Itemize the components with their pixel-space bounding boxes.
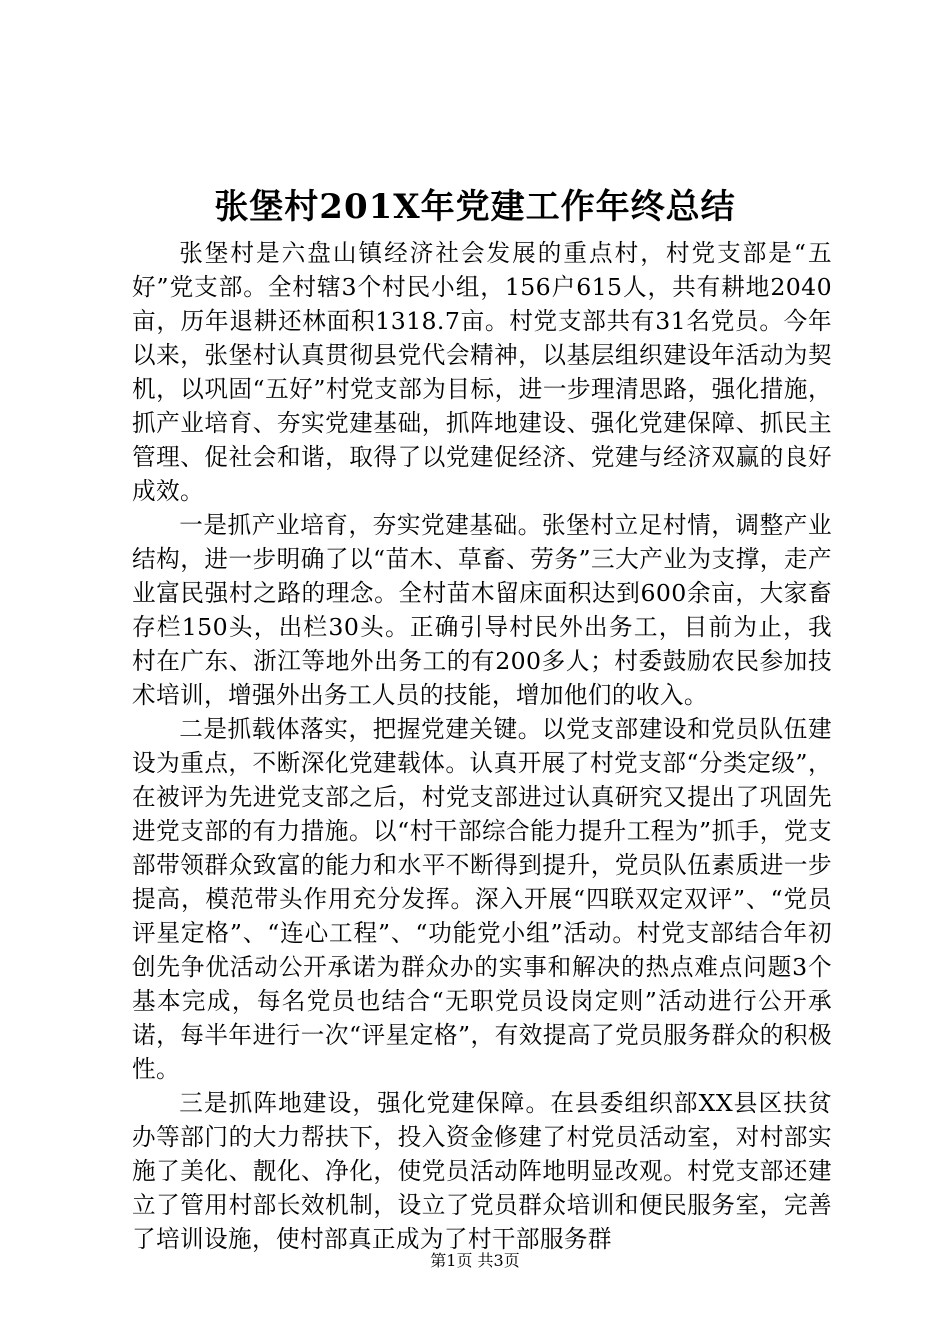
- document-title: 张堡村201X年党建工作年终总结: [214, 187, 736, 227]
- page-footer: 第1页 共3页: [430, 1251, 520, 1270]
- paragraph-industry: 一是抓产业培育，夯实党建基础。张堡村立足村情，调整产业结构，进一步明确了以“苗木、草畜、劳务”三大产业为支撑，走产业富民强村之路的理念。全村苗木留床面积达到600余亩，大家畜存栏150头，出栏30头。正确引导村民外出务工，目前为止，我村在广东、浙江等地外出务工的有200多人；村委鼓励农民参加技术培训，增强外出务工人员的技能，增加他们的收入。: [132, 511, 832, 709]
- paragraph-intro: 张堡村是六盘山镇经济社会发展的重点村，村党支部是“五好”党支部。全村辖3个村民小组，156户615人，共有耕地2040亩，历年退耕还林面积1318.7亩。村党支部共有31名党员。今年以来，张堡村认真贯彻县党代会精神，以基层组织建设年活动为契机，以巩固“五好”村党支部为目标，进一步理清思路，强化措施，抓产业培育、夯实党建基础，抓阵地建设、强化党建保障、抓民主管理、促社会和谐，取得了以党建促经济、党建与经济双赢的良好成效。: [132, 239, 832, 505]
- document-body: [132, 236, 832, 1256]
- paragraph-carrier: 二是抓载体落实，把握党建关键。以党支部建设和党员队伍建设为重点，不断深化党建载体。认真开展了村党支部“分类定级”，在被评为先进党支部之后，村党支部进过认真研究又提出了巩固先进党支部的有力措施。以“村干部综合能力提升工程为”抓手，党支部带领群众致富的能力和水平不断得到提升，党员队伍素质进一步提高，模范带头作用充分发挥。深入开展“四联双定双评”、“党员评星定格”、“连心工程”、“功能党小组”活动。村党支部结合年初创先争优活动公开承诺为群众办的实事和解决的热点难点问题3个基本完成，每名党员也结合“无职党员设岗定则”活动进行公开承诺，每半年进行一次“评星定格”，有效提高了党员服务群众的积极性。: [132, 715, 832, 1083]
- paragraph-position: 三是抓阵地建设，强化党建保障。在县委组织部XX县区扶贫办等部门的大力帮扶下，投入资金修建了村党员活动室，对村部实施了美化、靓化、净化，使党员活动阵地明显改观。村党支部还建立了管用村部长效机制，设立了党员群众培训和便民服务室，完善了培训设施，使村部真正成为了村干部服务群: [132, 1089, 832, 1253]
